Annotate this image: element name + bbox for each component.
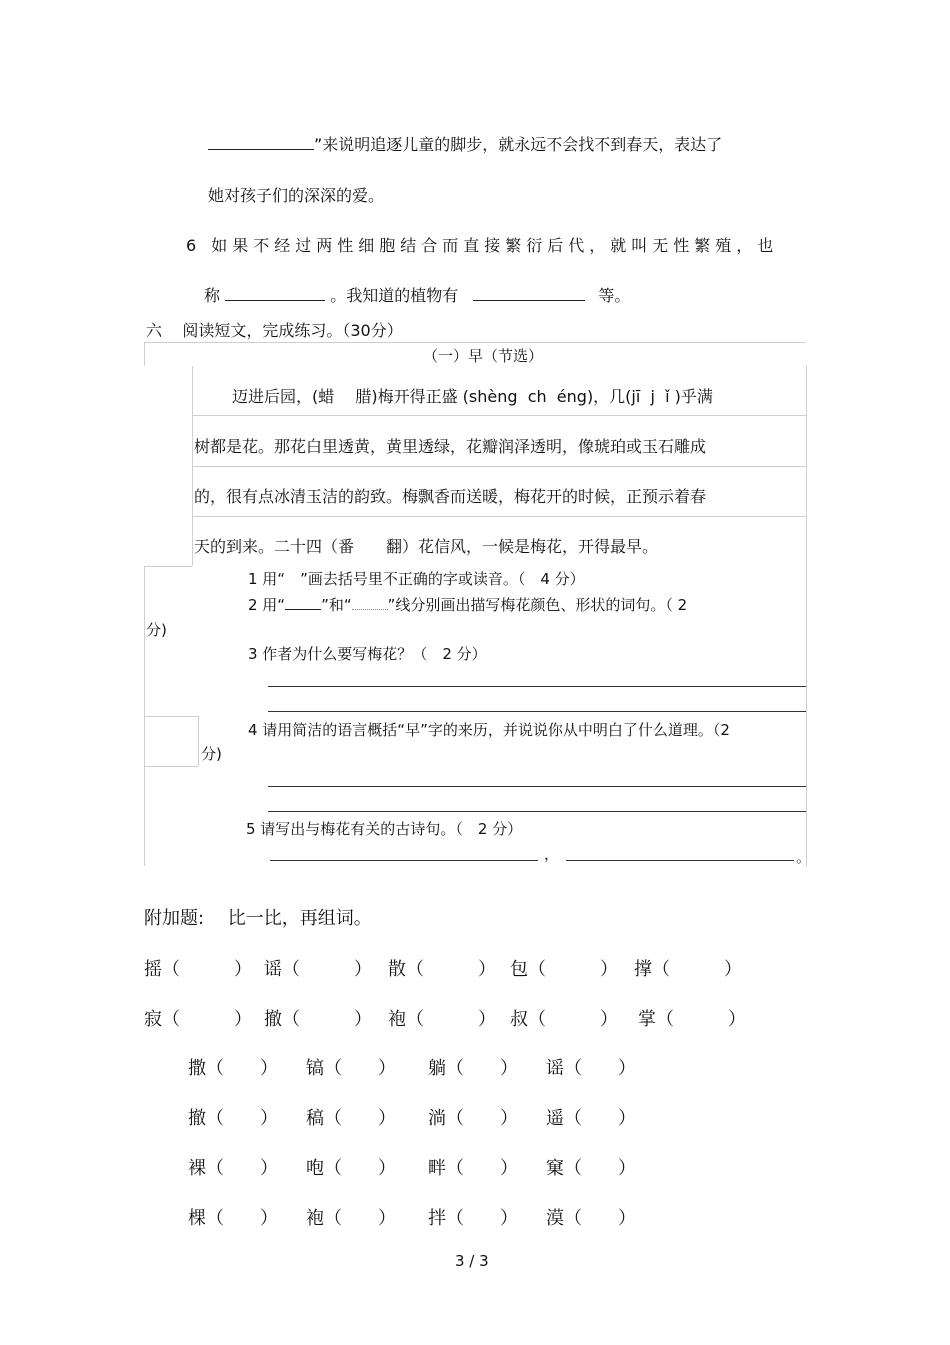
answer-blank[interactable]	[225, 284, 325, 301]
vocab-item[interactable]: 袍（ ）	[306, 1208, 396, 1229]
vocab-item[interactable]: 躺（ ）	[428, 1058, 518, 1079]
passage-line: 迈进后园，(蜡 腊)梅开得正盛 (shèng ch éng)，几(jī j ǐ )乎满	[232, 387, 713, 406]
table-border	[144, 766, 198, 767]
table-border	[192, 415, 806, 416]
vocab-item[interactable]: 棵（ ）	[188, 1208, 278, 1229]
continuation-line-2: 她对孩子们的深深的爱。	[208, 186, 385, 205]
bonus-heading: 附加题: 比一比，再组词。	[144, 908, 372, 929]
vocab-item[interactable]: 撑（ ）	[634, 959, 742, 980]
answer-line[interactable]	[268, 711, 806, 712]
question-2: 2 用“ ”和“ ”线分别画出描写梅花颜色、形状的词句。（ 2	[248, 596, 688, 614]
table-border	[144, 342, 806, 343]
answer-line[interactable]	[268, 686, 806, 687]
vocab-item[interactable]: 畔（ ）	[428, 1158, 518, 1179]
vocab-item[interactable]: 散（ ）	[388, 959, 496, 980]
wavy-underline-sample	[352, 597, 388, 610]
vocab-item[interactable]: 裸（ ）	[188, 1158, 278, 1179]
table-border	[192, 466, 806, 467]
answer-blank[interactable]	[473, 284, 585, 301]
vocab-item[interactable]: 拌（ ）	[428, 1208, 518, 1229]
straight-underline-sample	[285, 597, 321, 610]
vocab-item[interactable]: 撤（ ）	[264, 1009, 372, 1030]
vocab-item[interactable]: 漠（ ）	[546, 1208, 636, 1229]
vocab-item[interactable]: 淌（ ）	[428, 1108, 518, 1129]
vocab-item[interactable]: 撤（ ）	[188, 1108, 278, 1129]
section-heading: 六 阅读短文，完成练习。（30分）	[146, 321, 403, 340]
vocab-item[interactable]: 镐（ ）	[306, 1058, 396, 1079]
page-number: 3 / 3	[455, 1252, 489, 1270]
table-border	[144, 566, 192, 567]
q6-line-2: 称 。我知道的植物有 等。	[204, 286, 631, 305]
vocab-item[interactable]: 谣（ ）	[546, 1058, 636, 1079]
q6-line-1: 6 如果不经过两性细胞结合而直接繁衍后代，就叫无性繁殖，也	[186, 236, 779, 255]
vocab-item[interactable]: 窠（ ）	[546, 1158, 636, 1179]
answer-blank[interactable]	[208, 133, 314, 150]
passage-line: 树都是花。那花白里透黄，黄里透绿，花瓣润泽透明，像琥珀或玉石雕成	[194, 437, 707, 456]
answer-line[interactable]	[566, 860, 794, 861]
vocab-item[interactable]: 遥（ ）	[546, 1108, 636, 1129]
vocab-item[interactable]: 叔（ ）	[510, 1009, 618, 1030]
passage-line: 的，很有点冰清玉洁的韵致。梅飘香而送暖，梅花开的时候，正预示着春	[194, 487, 707, 506]
answer-line[interactable]	[268, 811, 806, 812]
vocab-item[interactable]: 撒（ ）	[188, 1058, 278, 1079]
question-4-tail: 分)	[201, 745, 222, 763]
vocab-item[interactable]: 摇（ ）	[144, 959, 252, 980]
passage-title: （一）早（节选）	[423, 347, 544, 365]
table-border	[144, 342, 145, 366]
vocab-item[interactable]: 咆（ ）	[306, 1158, 396, 1179]
table-border	[198, 716, 199, 766]
vocab-item[interactable]: 包（ ）	[510, 959, 618, 980]
continuation-line-1: ”来说明追逐儿童的脚步，就永远不会找不到春天，表达了	[208, 132, 722, 155]
answer-line[interactable]	[268, 786, 806, 787]
question-3: 3 作者为什么要写梅花？（ 2 分）	[248, 645, 487, 663]
answer-line[interactable]	[270, 860, 538, 861]
table-border	[192, 516, 806, 517]
table-border	[806, 366, 807, 866]
vocab-item[interactable]: 谣（ ）	[264, 959, 372, 980]
vocab-item[interactable]: 稿（ ）	[306, 1108, 396, 1129]
vocab-item[interactable]: 袍（ ）	[388, 1009, 496, 1030]
vocab-item[interactable]: 寂（ ）	[144, 1009, 252, 1030]
passage-line: 天的到来。二十四（番 翻）花信风，一候是梅花，开得最早。	[194, 537, 659, 556]
period: 。	[796, 848, 812, 866]
table-border	[144, 716, 198, 717]
question-5: 5 请写出与梅花有关的古诗句。（ 2 分）	[246, 820, 523, 838]
vocab-item[interactable]: 掌（ ）	[638, 1009, 746, 1030]
question-2-tail: 分)	[146, 621, 167, 639]
question-4: 4 请用简洁的语言概括“早”字的来历，并说说你从中明白了什么道理。（2	[248, 721, 730, 739]
comma: ，	[544, 845, 560, 863]
question-1: 1 用“ ”画去括号里不正确的字或读音。（ 4 分）	[248, 570, 585, 588]
